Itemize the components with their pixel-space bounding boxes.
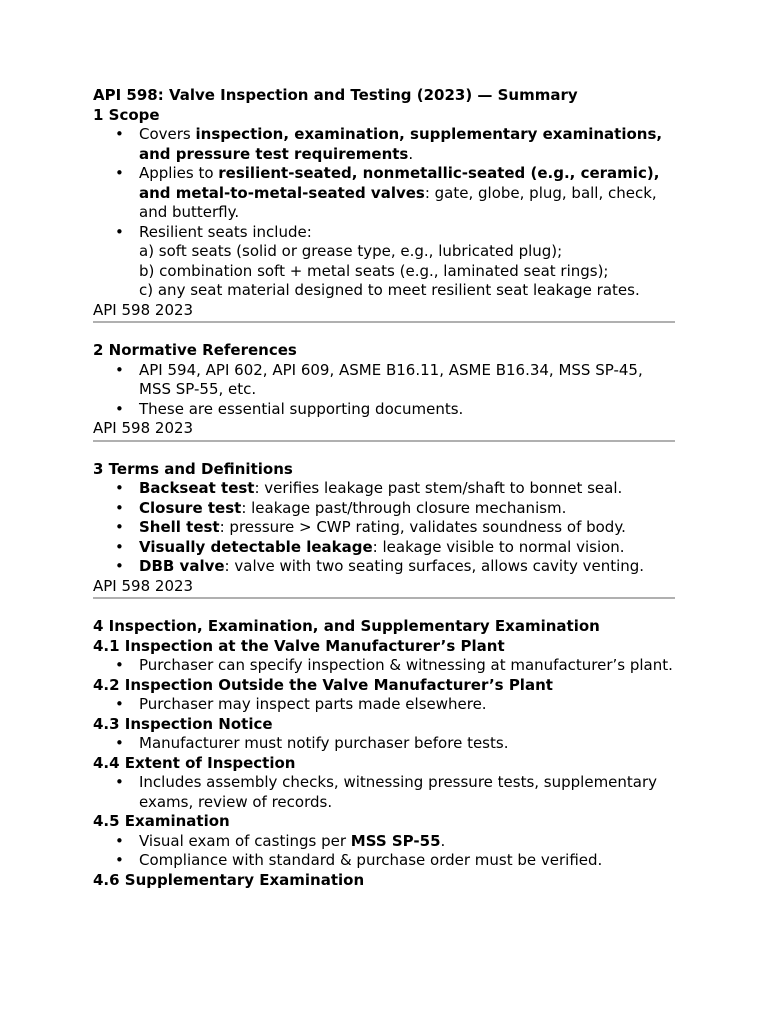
list-item	[139, 832, 675, 852]
sub-item-text: b) combination soft + metal seats (e.g., laminated seat rings);	[139, 261, 609, 280]
list-item-text: .	[440, 831, 446, 850]
subsection-4-1-title: 4.1 Inspection at the Valve Manufacturer’s Plant	[93, 636, 505, 655]
document-title: API 598: Valve Inspection and Testing (2023) — Summary	[93, 86, 578, 104]
subsection-4-2-title: 4.2 Inspection Outside the Valve Manufacturer’s Plant	[93, 675, 553, 694]
subsection-list	[93, 832, 675, 871]
definition-text: : pressure > CWP rating, validates soundness of body.	[219, 518, 626, 536]
list-item	[139, 518, 675, 538]
list-item-text: Applies to	[139, 164, 219, 182]
section-divider	[93, 597, 675, 599]
list-item-bold-text: MSS SP-55	[350, 831, 441, 850]
subsection-list	[93, 656, 675, 676]
list-item-text: • Resilient seats include:	[139, 222, 312, 241]
subsection-4-5-title: 4.5 Examination	[93, 812, 230, 830]
definitions-list	[93, 479, 675, 577]
section-divider	[93, 321, 675, 323]
list-item: • Purchaser may inspect parts made elsewhere.	[139, 695, 675, 715]
definition-text: : leakage past/through closure mechanism.	[241, 498, 567, 517]
section-2-title: 2 Normative References	[93, 341, 297, 359]
definition-term: Visually detectable leakage	[139, 537, 373, 556]
list-item: • API 594, API 602, API 609, ASME B16.11, ASME B16.34, MSS SP-45, MSS SP-55, etc.	[139, 361, 675, 400]
list-item-bold-text: inspection, examination, supplementary examinations, and pressure test requirements	[139, 125, 663, 163]
list-item	[139, 479, 675, 499]
sub-item-text: a) soft seats (solid or grease type, e.g., lubricated plug);	[139, 242, 563, 260]
list-item-text: : gate, globe, plug, ball, check, and butterfly.	[139, 183, 657, 221]
section-divider	[93, 440, 675, 442]
document-page	[93, 86, 675, 890]
section-footer-label: API 598 2023	[93, 300, 194, 319]
section-1-title: 1 Scope	[93, 105, 160, 124]
definition-term: Shell test	[139, 518, 220, 536]
list-item-text: .	[408, 144, 414, 163]
list-item	[139, 223, 675, 301]
list-item-text: Visual exam of castings per	[139, 831, 351, 850]
subsection-list	[93, 734, 675, 754]
section-footer-label: API 598 2023	[93, 576, 194, 595]
definition-text: : leakage visible to normal vision.	[372, 537, 625, 556]
list-item	[139, 499, 675, 519]
subsection-list	[93, 695, 675, 715]
list-item	[139, 164, 675, 223]
scope-list	[93, 125, 675, 301]
list-item: • These are essential supporting documents.	[139, 400, 675, 420]
list-item	[139, 538, 675, 558]
definition-term: Closure test	[139, 498, 242, 517]
definition-term: DBB valve	[139, 557, 225, 575]
list-item: • Manufacturer must notify purchaser before tests.	[139, 734, 675, 754]
list-item	[139, 125, 675, 164]
subsection-4-6-title: 4.6 Supplementary Examination	[93, 870, 365, 889]
section-4-title: 4 Inspection, Examination, and Supplementary Examination	[93, 617, 600, 635]
list-item	[139, 557, 675, 577]
subsection-4-3-title: 4.3 Inspection Notice	[93, 714, 273, 733]
section-3-title: 3 Terms and Definitions	[93, 459, 293, 478]
list-item: • Purchaser can specify inspection & witnessing at manufacturer’s plant.	[139, 656, 675, 676]
subsection-4-4-title: 4.4 Extent of Inspection	[93, 753, 296, 772]
definition-term: Backseat test	[139, 479, 255, 497]
definition-text: : verifies leakage past stem/shaft to bonnet seal.	[254, 479, 623, 497]
section-footer-label: API 598 2023	[93, 419, 194, 437]
list-item-text: Covers	[139, 125, 196, 143]
subsection-list	[93, 773, 675, 812]
list-item: • Includes assembly checks, witnessing pressure tests, supplementary exams, review of records.	[139, 773, 675, 812]
references-list	[93, 361, 675, 420]
list-item: • Compliance with standard & purchase order must be verified.	[139, 851, 675, 871]
definition-text: : valve with two seating surfaces, allows cavity venting.	[224, 557, 645, 575]
list-item-bold-text: resilient-seated, nonmetallic-seated (e.g., ceramic), and metal-to-metal-seated valves	[139, 164, 660, 202]
sub-item-text: c) any seat material designed to meet resilient seat leakage rates.	[139, 281, 640, 299]
